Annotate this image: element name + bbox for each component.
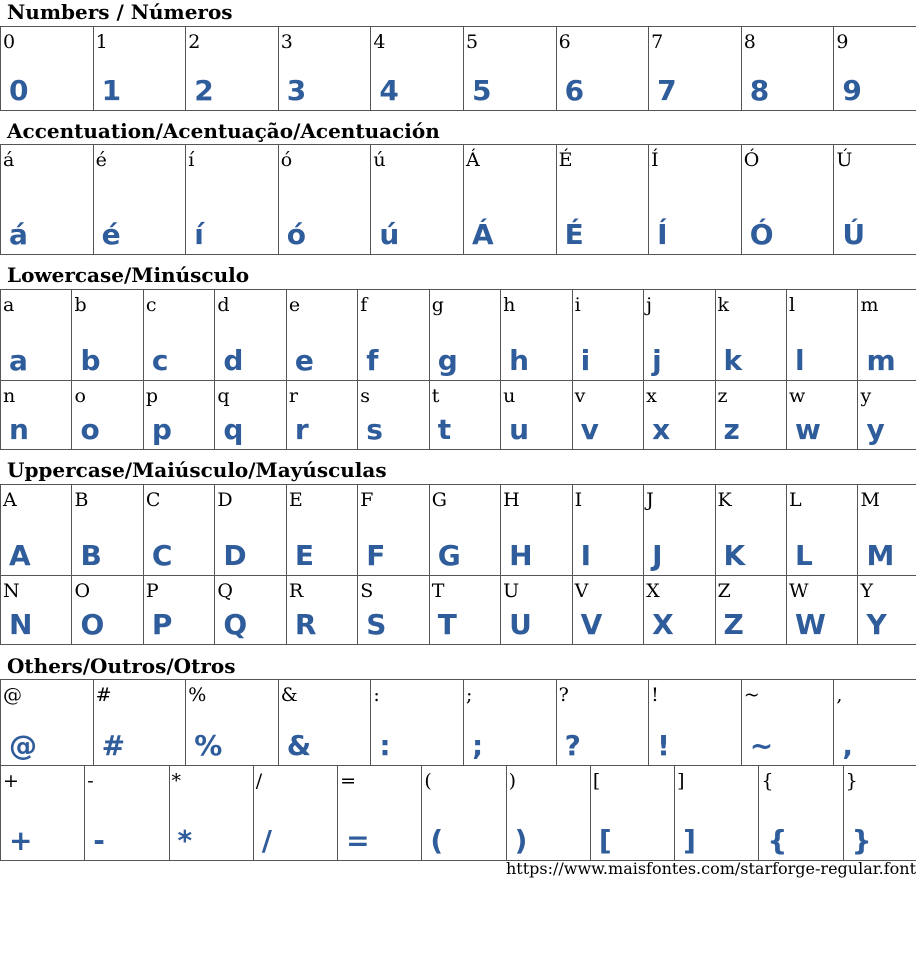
glyph-cell — [253, 766, 337, 861]
glyph-sample: R — [294, 608, 317, 641]
glyph-cell — [506, 766, 590, 861]
glyph-cell — [72, 381, 143, 450]
glyph-sample: 1 — [101, 74, 122, 107]
glyph-sample: ú — [379, 218, 400, 251]
glyph-cell — [286, 290, 357, 381]
glyph-sample: , — [842, 729, 853, 762]
glyph-label: 1 — [95, 31, 108, 53]
glyph-sample: ! — [657, 729, 670, 762]
glyph-cell — [649, 145, 742, 255]
glyph-sample: [ — [598, 824, 612, 857]
others-title: Others/Outros/Otros — [7, 654, 236, 678]
glyph-sample: U — [509, 608, 532, 641]
glyph-cell — [858, 290, 916, 381]
glyph-label: B — [74, 489, 89, 511]
glyph-cell — [843, 766, 916, 861]
glyph-cell — [741, 680, 834, 766]
glyph-sample: % — [194, 729, 223, 762]
glyph-label: Í — [651, 149, 659, 171]
glyph-label: i — [574, 294, 581, 316]
glyph-label: h — [503, 294, 516, 316]
glyph-cell — [715, 290, 786, 381]
glyph-sample: í — [194, 218, 204, 251]
glyph-label: O — [74, 580, 91, 602]
glyph-sample: 8 — [749, 74, 770, 107]
glyph-sample: J — [652, 539, 663, 572]
glyph-cell — [358, 576, 429, 645]
glyph-label: Ú — [836, 149, 853, 171]
glyph-cell — [358, 381, 429, 450]
glyph-sample: 3 — [286, 74, 307, 107]
uppercase-table — [0, 484, 916, 645]
glyph-label: M — [860, 489, 880, 511]
glyph-cell — [556, 145, 649, 255]
glyph-label: Á — [465, 149, 480, 171]
glyph-cell — [429, 290, 500, 381]
glyph-sample: = — [346, 824, 370, 857]
glyph-row — [1, 145, 916, 255]
glyph-label: j — [646, 294, 652, 316]
glyph-sample: s — [366, 413, 383, 446]
glyph-sample: ] — [683, 824, 696, 857]
glyph-label: w — [788, 385, 806, 407]
glyph-label: K — [717, 489, 732, 511]
glyph-label: l — [788, 294, 796, 316]
numbers-table — [0, 26, 916, 111]
glyph-sample: S — [366, 608, 387, 641]
glyph-cell — [429, 576, 500, 645]
glyph-label: @ — [3, 684, 22, 706]
glyph-cell — [286, 485, 357, 576]
glyph-cell — [501, 381, 572, 450]
glyph-label: P — [145, 580, 159, 602]
glyph-cell — [215, 485, 286, 576]
glyph-cell — [858, 485, 916, 576]
glyph-label: e — [288, 294, 301, 316]
others-table-2 — [0, 765, 916, 861]
glyph-label: ó — [280, 149, 293, 171]
glyph-sample: } — [851, 824, 872, 857]
others-table-1 — [0, 679, 916, 766]
glyph-cell — [556, 680, 649, 766]
glyph-cell — [1, 485, 72, 576]
glyph-sample: x — [652, 413, 671, 446]
glyph-sample: o — [80, 413, 100, 446]
glyph-label: H — [503, 489, 520, 511]
glyph-label: x — [646, 385, 657, 407]
glyph-cell — [371, 680, 464, 766]
glyph-sample: 9 — [842, 74, 862, 107]
glyph-sample: c — [151, 344, 169, 377]
glyph-sample: K — [723, 539, 746, 572]
glyph-sample: F — [366, 539, 386, 572]
glyph-cell — [143, 381, 214, 450]
glyph-cell — [358, 290, 429, 381]
glyph-label: m — [860, 294, 879, 316]
glyph-cell — [1, 576, 72, 645]
glyph-label: ! — [651, 684, 659, 706]
glyph-label: v — [574, 385, 586, 407]
glyph-label: b — [74, 294, 87, 316]
glyph-sample: Ú — [842, 218, 866, 251]
glyph-sample: ) — [514, 824, 528, 857]
glyph-cell — [649, 680, 742, 766]
glyph-label: Z — [717, 580, 731, 602]
glyph-label: o — [74, 385, 86, 407]
glyph-label: 3 — [280, 31, 293, 53]
glyph-label: V — [574, 580, 589, 602]
glyph-row — [1, 290, 916, 381]
glyph-label: : — [373, 684, 380, 706]
glyph-sample: N — [9, 608, 33, 641]
glyph-cell — [286, 381, 357, 450]
glyph-sample: 2 — [194, 74, 214, 107]
glyph-sample: Y — [866, 608, 887, 641]
glyph-sample: W — [794, 608, 826, 641]
glyph-sample: 7 — [657, 74, 677, 107]
glyph-label: 4 — [373, 31, 386, 53]
glyph-label: G — [431, 489, 447, 511]
glyph-sample: @ — [9, 729, 37, 762]
glyph-label: I — [574, 489, 583, 511]
glyph-cell — [644, 485, 715, 576]
glyph-sample: g — [437, 344, 458, 377]
glyph-sample: T — [437, 608, 457, 641]
glyph-cell — [644, 290, 715, 381]
glyph-sample: D — [223, 539, 247, 572]
glyph-sample: p — [151, 413, 172, 446]
glyph-cell — [1, 145, 94, 255]
glyph-label: ? — [558, 684, 569, 706]
glyph-cell — [358, 485, 429, 576]
glyph-cell — [501, 576, 572, 645]
glyph-cell — [278, 145, 371, 255]
glyph-label: , — [836, 684, 843, 706]
lowercase-table — [0, 289, 916, 450]
glyph-cell — [143, 290, 214, 381]
glyph-cell — [590, 766, 674, 861]
glyph-label: ; — [465, 684, 473, 706]
glyph-cell — [215, 381, 286, 450]
glyph-label: ] — [677, 770, 685, 792]
glyph-sample: & — [286, 729, 312, 762]
glyph-cell — [169, 766, 253, 861]
glyph-cell — [429, 485, 500, 576]
glyph-cell — [572, 576, 643, 645]
glyph-label: [ — [592, 770, 601, 792]
glyph-sample: * — [177, 824, 193, 857]
glyph-sample: B — [80, 539, 102, 572]
glyph-label: J — [646, 489, 654, 511]
glyph-label: ú — [373, 149, 386, 171]
glyph-cell — [371, 145, 464, 255]
glyph-cell — [644, 576, 715, 645]
glyph-sample: H — [509, 539, 533, 572]
glyph-label: c — [145, 294, 157, 316]
glyph-cell — [644, 381, 715, 450]
glyph-label: u — [503, 385, 516, 407]
glyph-cell — [93, 145, 186, 255]
glyph-cell — [463, 680, 556, 766]
glyph-sample: 6 — [564, 74, 585, 107]
glyph-label: n — [3, 385, 16, 407]
glyph-sample: z — [723, 413, 740, 446]
glyph-label: ) — [508, 770, 517, 792]
glyph-label: 2 — [188, 31, 201, 53]
glyph-cell — [858, 576, 916, 645]
glyph-cell — [85, 766, 169, 861]
glyph-cell — [429, 381, 500, 450]
glyph-cell — [675, 766, 759, 861]
glyph-label: á — [3, 149, 15, 171]
glyph-sample: O — [80, 608, 105, 641]
glyph-label: * — [171, 770, 182, 792]
glyph-sample: Ó — [749, 218, 774, 251]
glyph-label: S — [360, 580, 374, 602]
glyph-cell — [858, 381, 916, 450]
glyph-sample: 0 — [9, 74, 29, 107]
glyph-cell — [786, 576, 857, 645]
glyph-label: C — [145, 489, 161, 511]
glyph-cell — [715, 381, 786, 450]
glyph-cell — [786, 381, 857, 450]
glyph-label: g — [431, 294, 444, 316]
glyph-label: ~ — [743, 684, 760, 706]
glyph-label: ( — [424, 770, 432, 792]
glyph-sample: é — [101, 218, 121, 251]
glyph-sample: 5 — [471, 74, 492, 107]
glyph-cell — [1, 766, 85, 861]
glyph-cell — [1, 290, 72, 381]
glyph-cell — [186, 27, 279, 111]
glyph-sample: v — [580, 413, 599, 446]
glyph-sample: E — [294, 539, 314, 572]
glyph-label: Ó — [743, 149, 760, 171]
glyph-sample: Á — [471, 218, 494, 251]
glyph-cell — [556, 27, 649, 111]
glyph-sample: Í — [657, 218, 668, 251]
glyph-sample: u — [509, 413, 530, 446]
glyph-sample: I — [580, 539, 592, 572]
glyph-row — [1, 766, 916, 861]
glyph-label: É — [558, 149, 573, 171]
glyph-sample: : — [379, 729, 391, 762]
glyph-row — [1, 576, 916, 645]
glyph-label: 6 — [558, 31, 571, 53]
glyph-cell — [186, 145, 279, 255]
glyph-label: f — [360, 294, 368, 316]
glyph-row — [1, 680, 916, 766]
glyph-cell — [759, 766, 843, 861]
glyph-cell — [572, 485, 643, 576]
glyph-sample: M — [866, 539, 895, 572]
glyph-label: D — [217, 489, 233, 511]
glyph-cell — [834, 27, 916, 111]
glyph-row — [1, 485, 916, 576]
lowercase-title: Lowercase/Minúsculo — [7, 263, 250, 287]
glyph-sample: { — [767, 824, 788, 857]
glyph-cell — [72, 485, 143, 576]
glyph-cell — [463, 145, 556, 255]
glyph-label: Y — [860, 580, 873, 602]
glyph-cell — [715, 485, 786, 576]
glyph-cell — [834, 680, 916, 766]
glyph-cell — [72, 576, 143, 645]
glyph-label: T — [431, 580, 445, 602]
glyph-cell — [278, 680, 371, 766]
glyph-sample: L — [794, 539, 813, 572]
glyph-cell — [786, 485, 857, 576]
glyph-label: 8 — [743, 31, 756, 53]
glyph-label: # — [95, 684, 112, 706]
glyph-sample: + — [9, 824, 33, 857]
glyph-sample: 4 — [379, 74, 399, 107]
glyph-cell — [649, 27, 742, 111]
glyph-sample: e — [294, 344, 314, 377]
glyph-label: Q — [217, 580, 233, 602]
glyph-sample: j — [652, 344, 662, 377]
glyph-sample: ~ — [749, 729, 774, 762]
glyph-sample: A — [9, 539, 31, 572]
glyph-label: { — [761, 770, 774, 792]
glyph-cell — [1, 381, 72, 450]
glyph-cell — [215, 576, 286, 645]
glyph-sample: / — [261, 824, 273, 857]
glyph-label: é — [95, 149, 107, 171]
glyph-cell — [93, 680, 186, 766]
glyph-label: U — [503, 580, 520, 602]
glyph-label: E — [288, 489, 303, 511]
uppercase-title: Uppercase/Maiúsculo/Mayúsculas — [7, 458, 387, 482]
glyph-sample: É — [564, 218, 584, 251]
glyph-label: - — [87, 770, 94, 792]
glyph-cell — [278, 27, 371, 111]
glyph-cell — [186, 680, 279, 766]
glyph-row — [1, 27, 916, 111]
glyph-sample: y — [866, 413, 885, 446]
glyph-label: p — [145, 385, 159, 407]
glyph-sample: a — [9, 344, 28, 377]
glyph-sample: Z — [723, 608, 744, 641]
glyph-sample: ? — [564, 729, 581, 762]
glyph-cell — [741, 145, 834, 255]
glyph-cell — [715, 576, 786, 645]
glyph-sample: C — [151, 539, 173, 572]
glyph-label: = — [340, 770, 356, 792]
glyph-sample: - — [93, 824, 105, 857]
glyph-label: z — [717, 385, 728, 407]
glyph-sample: i — [580, 344, 591, 377]
glyph-label: q — [217, 385, 230, 407]
glyph-label: 9 — [836, 31, 849, 53]
glyph-label: d — [217, 294, 230, 316]
glyph-cell — [463, 27, 556, 111]
glyph-label: s — [360, 385, 371, 407]
glyph-cell — [572, 381, 643, 450]
glyph-label: A — [3, 489, 17, 511]
footer-url[interactable]: https://www.maisfontes.com/starforge-regular.font — [505, 859, 916, 878]
accents-table — [0, 144, 916, 255]
glyph-cell — [501, 290, 572, 381]
glyph-sample: w — [794, 413, 821, 446]
glyph-cell — [572, 290, 643, 381]
glyph-label: 0 — [3, 31, 16, 53]
glyph-cell — [371, 27, 464, 111]
glyph-sample: m — [866, 344, 896, 377]
glyph-label: R — [288, 580, 304, 602]
glyph-sample: ; — [471, 729, 484, 762]
glyph-sample: ó — [286, 218, 307, 251]
glyph-label: y — [860, 385, 872, 407]
glyph-sample: r — [294, 413, 309, 446]
glyph-cell — [143, 576, 214, 645]
glyph-label: r — [288, 385, 298, 407]
glyph-sample: b — [80, 344, 101, 377]
glyph-label: W — [788, 580, 809, 602]
glyph-label: / — [255, 770, 263, 792]
glyph-sample: l — [794, 344, 805, 377]
glyph-cell — [338, 766, 422, 861]
glyph-sample: P — [151, 608, 173, 641]
glyph-sample: á — [9, 218, 28, 251]
glyph-sample: ( — [430, 824, 444, 857]
glyph-sample: t — [437, 413, 452, 446]
accents-title: Accentuation/Acentuação/Acentuación — [7, 119, 440, 143]
glyph-label: F — [360, 489, 374, 511]
glyph-label: % — [188, 684, 207, 706]
glyph-label: L — [788, 489, 802, 511]
glyph-label: } — [845, 770, 858, 792]
glyph-sample: # — [101, 729, 126, 762]
glyph-label: k — [717, 294, 730, 316]
glyph-cell — [143, 485, 214, 576]
glyph-label: í — [188, 149, 195, 171]
glyph-sample: Q — [223, 608, 248, 641]
glyph-sample: V — [580, 608, 603, 641]
glyph-cell — [501, 485, 572, 576]
glyph-cell — [422, 766, 506, 861]
glyph-cell — [834, 145, 916, 255]
glyph-cell — [1, 680, 94, 766]
glyph-label: a — [3, 294, 15, 316]
glyph-cell — [741, 27, 834, 111]
glyph-sample: G — [437, 539, 461, 572]
glyph-sample: X — [652, 608, 674, 641]
glyph-cell — [72, 290, 143, 381]
glyph-sample: k — [723, 344, 743, 377]
glyph-label: + — [3, 770, 19, 792]
glyph-cell — [1, 27, 94, 111]
glyph-label: 7 — [651, 31, 664, 53]
glyph-label: N — [3, 580, 20, 602]
glyph-cell — [286, 576, 357, 645]
glyph-label: & — [280, 684, 298, 706]
glyph-cell — [93, 27, 186, 111]
glyph-sample: h — [509, 344, 530, 377]
glyph-label: X — [646, 580, 660, 602]
glyph-row — [1, 381, 916, 450]
glyph-sample: n — [9, 413, 29, 446]
glyph-sample: f — [366, 344, 379, 377]
glyph-sample: d — [223, 344, 244, 377]
glyph-cell — [786, 290, 857, 381]
glyph-sample: q — [223, 413, 244, 446]
glyph-cell — [215, 290, 286, 381]
glyph-label: 5 — [465, 31, 479, 53]
numbers-title: Numbers / Números — [7, 0, 233, 24]
glyph-label: t — [431, 385, 440, 407]
